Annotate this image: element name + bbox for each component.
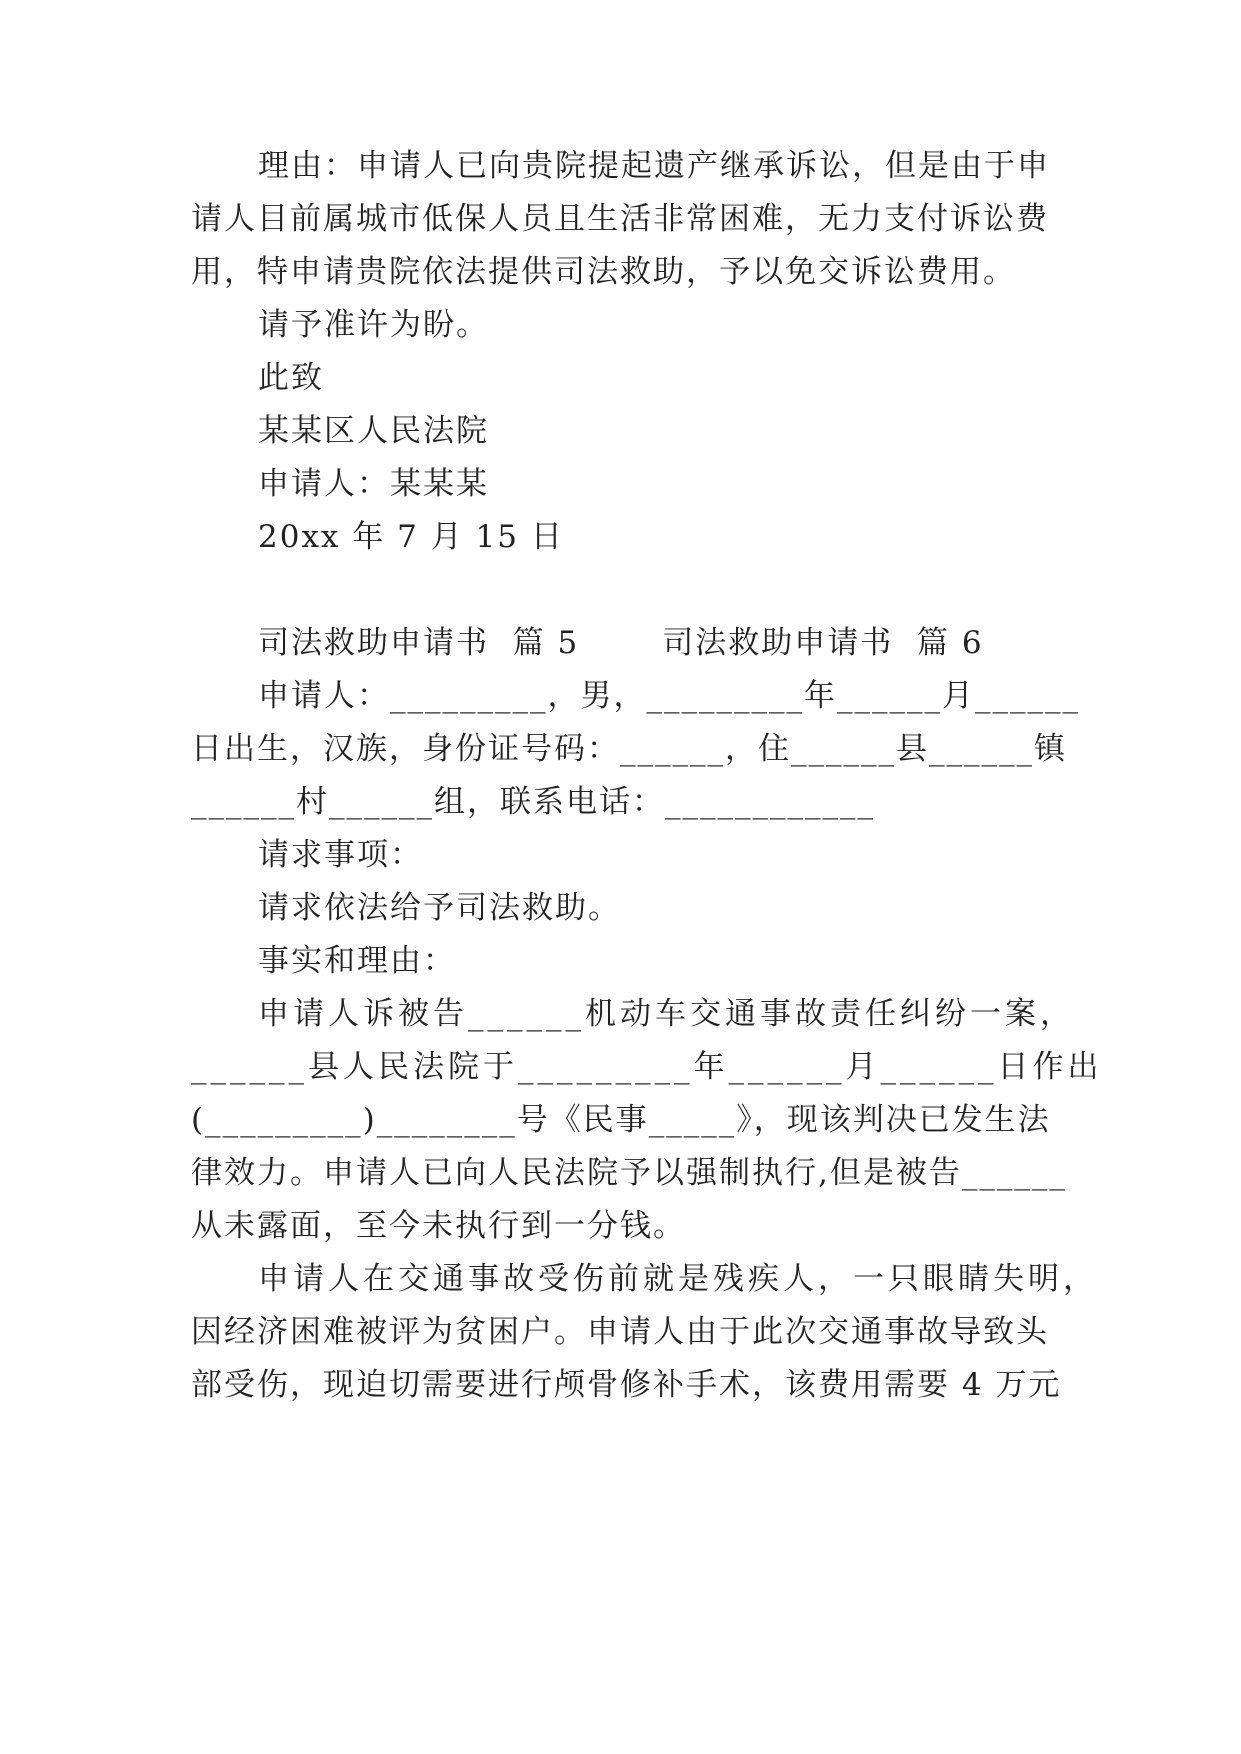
section-headings: 司法救助申请书 篇 5 司法救助申请书 篇 6 xyxy=(258,625,984,661)
date-line: 20xx 年 7 月 15 日 xyxy=(258,519,564,555)
hardship-line-1: 申请人在交通事故受伤前就是残疾人，一只眼睛失明， xyxy=(258,1261,1098,1297)
facts-label: 事实和理由： xyxy=(258,943,456,979)
facts-line-3: (_________)________号《民事_____》，现该判决已发生法 xyxy=(191,1102,1051,1138)
claims-label: 请求事项： xyxy=(258,837,423,873)
facts-line-5: 从未露面，至今未执行到一分钱。 xyxy=(191,1208,686,1244)
facts-line-4: 律效力。申请人已向人民法院予以强制执行,但是被告______ xyxy=(191,1155,1067,1191)
reason-line-2: 请人目前属城市低保人员且生活非常困难，无力支付诉讼费 xyxy=(191,201,1049,237)
request-line: 请予准许为盼。 xyxy=(258,307,489,343)
claims-text: 请求依法给予司法救助。 xyxy=(258,890,621,926)
reason-line-3: 用，特申请贵院依法提供司法救助，予以免交诉讼费用。 xyxy=(191,254,1016,290)
facts-line-1: 申请人诉被告______机动车交通事故责任纠纷一案， xyxy=(258,996,1075,1032)
court-name: 某某区人民法院 xyxy=(258,413,489,449)
hardship-line-3: 部受伤，现迫切需要进行颅骨修补手术，该费用需要 4 万元 xyxy=(191,1367,1062,1403)
applicant-line-2: 日出生，汉族，身份证号码：______，住______县______镇 xyxy=(191,731,1067,767)
applicant-line-3: ______村______组，联系电话：____________ xyxy=(191,784,875,820)
facts-line-2: ______县人民法院于_________年______月______日作出 xyxy=(191,1049,1103,1085)
reason-line-1: 理由：申请人已向贵院提起遗产继承诉讼，但是由于申 xyxy=(258,148,1050,184)
salutation: 此致 xyxy=(258,360,324,396)
hardship-line-2: 因经济困难被评为贫困户。申请人由于此次交通事故导致头 xyxy=(191,1314,1049,1350)
applicant-signature: 申请人：某某某 xyxy=(258,466,489,502)
applicant-line-1: 申请人：_________，男，_________年______月______ xyxy=(258,678,1080,714)
